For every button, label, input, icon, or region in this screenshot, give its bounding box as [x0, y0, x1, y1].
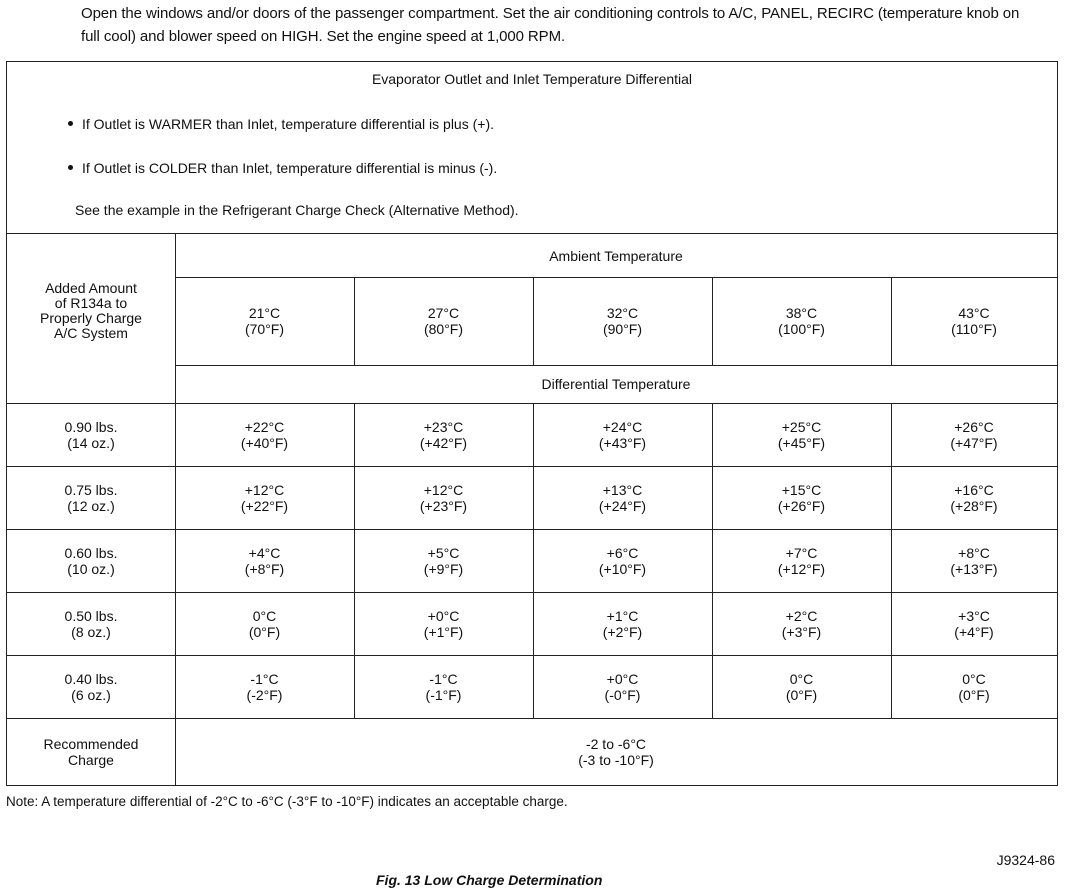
table-cell: +0°C (+1°F): [423, 607, 464, 640]
recommended-label: Recommended Charge: [43, 736, 139, 768]
table-cell: 0°C (0°F): [248, 607, 281, 640]
row-amount: 0.60 lbs. (10 oz.): [64, 544, 118, 577]
evaporator-section: [7, 62, 1057, 234]
row-amount: 0.40 lbs. (6 oz.): [64, 670, 118, 703]
intro-text: Open the windows and/or doors of the passenger compartment. Set the air conditioning controls to A/C, PANEL, RECIRC (temperature knob on full cool) and blower speed on HIGH. Set the engine speed at 1,000 RPM.: [81, 5, 1020, 45]
table-cell: +5°C (+9°F): [423, 544, 464, 577]
table-cell: +12°C (+23°F): [419, 481, 468, 514]
ambient-header: Ambient Temperature: [549, 247, 683, 264]
table-cell: 0°C (0°F): [958, 670, 990, 703]
figure-caption: Fig. 13 Low Charge Determination: [376, 872, 603, 888]
table-cell: +6°C (+10°F): [598, 544, 647, 577]
table-cell: -1°C (-1°F): [425, 670, 462, 703]
ambient-temp: 21°C (70°F): [244, 305, 285, 337]
table-cell: +0°C (-0°F): [604, 670, 641, 703]
evaporator-title: Evaporator Outlet and Inlet Temperature Differential: [371, 71, 693, 87]
see-example-text: See the example in the Refrigerant Charge Check (Alternative Method).: [75, 202, 519, 218]
bullet-text: If Outlet is COLDER than Inlet, temperature differential is minus (-).: [82, 160, 498, 176]
ambient-temp: 27°C (80°F): [423, 305, 464, 337]
table-cell: +3°C (+4°F): [954, 607, 994, 640]
charge-table-frame: [6, 61, 1058, 786]
table-cell: +1°C (+2°F): [602, 607, 643, 640]
bullet-icon: [68, 165, 73, 170]
table-cell: 0°C (0°F): [785, 670, 818, 703]
table-cell: +22°C (+40°F): [240, 418, 289, 451]
table-cell: +2°C (+3°F): [781, 607, 822, 640]
table-cell: +16°C (+28°F): [950, 481, 998, 514]
table-cell: +15°C (+26°F): [777, 481, 826, 514]
table-cell: +13°C (+24°F): [598, 481, 647, 514]
row-amount: 0.50 lbs. (8 oz.): [64, 607, 118, 640]
differential-header: Differential Temperature: [541, 376, 691, 392]
table-cell: +23°C (+42°F): [419, 418, 468, 451]
figure-id: J9324-86: [996, 852, 1055, 868]
table-cell: +8°C (+13°F): [950, 544, 998, 577]
charge-table: [7, 234, 1057, 786]
table-cell: +24°C (+43°F): [598, 418, 647, 451]
ambient-temp: 38°C (100°F): [778, 305, 825, 337]
table-cell: +12°C (+22°F): [240, 481, 289, 514]
ambient-temp: 43°C (110°F): [951, 305, 997, 337]
ambient-temp: 32°C (90°F): [602, 305, 643, 337]
row-amount: 0.75 lbs. (12 oz.): [64, 481, 118, 514]
table-cell: +4°C (+8°F): [244, 544, 285, 577]
bullet-warmer: [64, 116, 494, 132]
bullet-colder: [64, 160, 497, 176]
recommended-value: -2 to -6°C (-3 to -10°F): [578, 736, 654, 768]
table-cell: +7°C (+12°F): [777, 544, 826, 577]
bullet-text: If Outlet is WARMER than Inlet, temperature differential is plus (+).: [82, 116, 494, 132]
row-header-label: Added Amount of R134a to Properly Charge A/C System: [40, 279, 142, 341]
bullet-icon: [68, 121, 73, 126]
row-amount: 0.90 lbs. (14 oz.): [64, 418, 118, 451]
note-text: Note: A temperature differential of -2°C to -6°C (-3°F to -10°F) indicates an acceptable charge.: [6, 794, 568, 809]
table-cell: +25°C (+45°F): [777, 418, 826, 451]
table-cell: -1°C (-2°F): [246, 670, 283, 703]
table-cell: +26°C (+47°F): [950, 418, 998, 451]
